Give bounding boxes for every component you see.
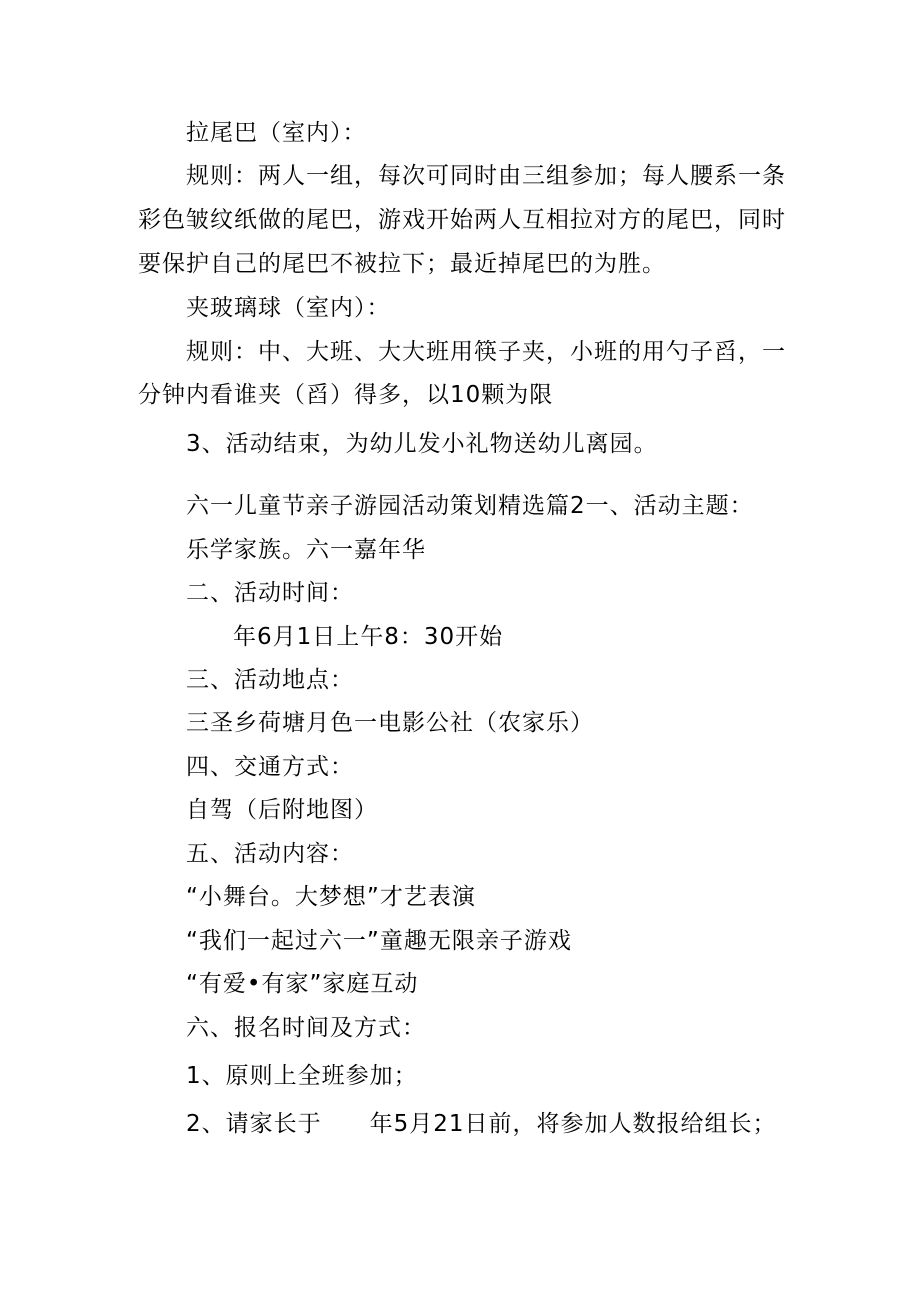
registration-item-1: 1、原则上全班参加； — [186, 1063, 418, 1089]
pull-tail-rule-line-2: 彩色皱纹纸做的尾巴，游戏开始两人互相拉对方的尾巴，同时 — [138, 207, 786, 233]
activity-theme: 乐学家族。六一嘉年华 — [186, 537, 426, 563]
heading-clip-marbles: 夹玻璃球（室内）： — [186, 295, 391, 321]
heading-activity-location: 三、活动地点： — [186, 667, 354, 693]
heading-pull-tail: 拉尾巴（室内）： — [186, 120, 367, 146]
transportation-value: 自驾（后附地图） — [186, 797, 378, 823]
heading-registration: 六、报名时间及方式： — [186, 1015, 426, 1041]
clip-marbles-rule-line-1: 规则：中、大班、大大班用筷子夹，小班的用勺子舀，一 — [186, 339, 786, 365]
activity-location-value: 三圣乡荷塘月色一电影公社（农家乐） — [186, 710, 594, 736]
activity-time-value: 年6月1日上午8：30开始 — [233, 624, 504, 650]
pull-tail-rule-line-1: 规则：两人一组，每次可同时由三组参加；每人腰系一条 — [186, 163, 786, 189]
content-item-family-interaction: “有爱•有家”家庭互动 — [186, 971, 419, 997]
content-item-parent-child-games: “我们一起过六一”童趣无限亲子游戏 — [186, 928, 572, 954]
heading-activity-content: 五、活动内容： — [186, 841, 354, 867]
pull-tail-rule-line-3: 要保护自己的尾巴不被拉下；最近掉尾巴的为胜。 — [138, 251, 666, 277]
section-title-plan-2: 六一儿童节亲子游园活动策划精选篇2一、活动主题： — [186, 493, 754, 519]
activity-end-item: 3、活动结束，为幼儿发小礼物送幼儿离园。 — [186, 431, 658, 457]
heading-transportation: 四、交通方式： — [186, 754, 354, 780]
registration-item-2: 2、请家长于 年5月21日前，将参加人数报给组长； — [186, 1111, 777, 1137]
clip-marbles-rule-line-2: 分钟内看谁夹（舀）得多，以10颗为限 — [138, 382, 554, 408]
content-item-talent-show: “小舞台。大梦想”才艺表演 — [186, 884, 476, 910]
heading-activity-time: 二、活动时间： — [186, 580, 354, 606]
